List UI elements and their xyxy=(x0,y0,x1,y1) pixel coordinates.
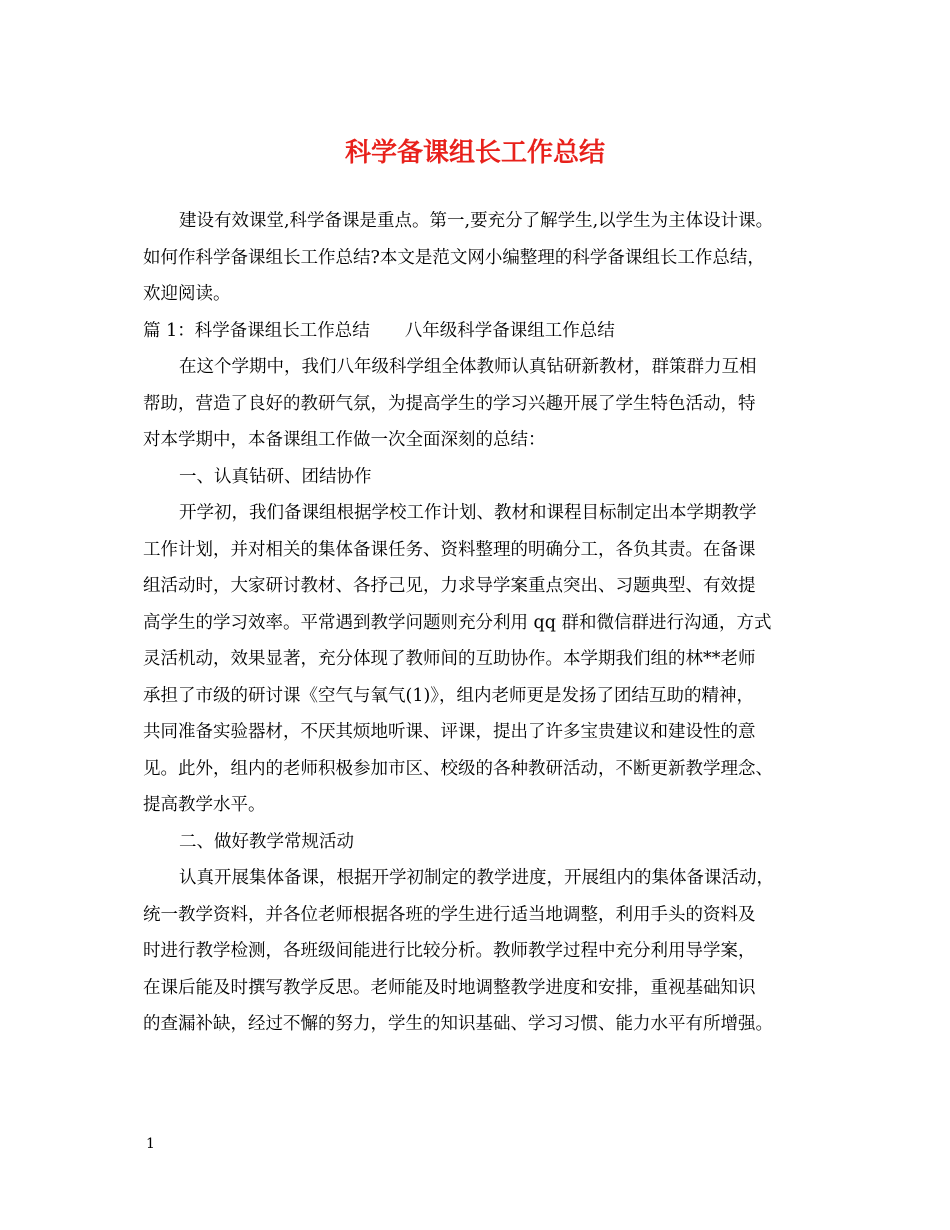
text-line: 共同准备实验器材，不厌其烦地听课、评课，提出了许多宝贵建议和建设性的意 xyxy=(143,722,756,742)
text-line: 组活动时，大家研讨教材、各抒己见，力求导学案重点突出、习题典型、有效提 xyxy=(143,576,756,596)
text-line: 在课后能及时撰写教学反思。老师能及时地调整教学进度和安排，重视基础知识 xyxy=(143,977,756,998)
text-line: 认真开展集体备课，根据开学初制定的教学进度，开展组内的集体备课活动， xyxy=(179,868,774,888)
text-line: 建设有效课堂,科学备课是重点。第一,要充分了解学生,以学生为主体设计课。 xyxy=(179,211,774,231)
text-line: 开学初，我们备课组根据学校工作计划、教材和课程目标制定出本学期教学 xyxy=(179,503,757,523)
text-line: 提高教学水平。 xyxy=(143,795,266,815)
text-line: 见。此外，组内的老师积极参加市区、校级的各种教研活动，不断更新教学理念、 xyxy=(143,758,773,779)
text-line: 承担了市级的研讨课《空气与氧气(1)》，组内老师更是发扬了团结互助的精神， xyxy=(143,685,755,706)
text-line: 统一教学资料，并各位老师根据各班的学生进行适当地调整，利用手头的资料及 xyxy=(143,904,756,925)
text-line: 一、认真钻研、团结协作 xyxy=(179,466,372,487)
text-line: 灵活机动，效果显著，充分体现了教师间的互助协作。本学期我们组的林**老师 xyxy=(143,649,756,669)
document-body xyxy=(143,203,815,1043)
text-line: 二、做好教学常规活动 xyxy=(179,831,354,852)
page-number: 1 xyxy=(146,1136,155,1152)
text-line: 帮助，营造了良好的教研气氛，为提高学生的学习兴趣开展了学生特色活动，特 xyxy=(143,393,756,414)
document-title: 科学备课组长工作总结 xyxy=(344,138,605,168)
text-line: 高学生的学习效率。平常遇到教学问题则充分利用 qq 群和微信群进行沟通，方式 xyxy=(143,612,772,633)
text-line: 如何作科学备课组长工作总结?本文是范文网小编整理的科学备课组长工作总结， xyxy=(143,247,765,268)
text-line: 工作计划，并对相关的集体备课任务、资料整理的明确分工，各负其责。在备课 xyxy=(143,539,756,560)
text-line: 篇 1：科学备课组长工作总结 八年级科学备课组工作总结 xyxy=(143,320,615,341)
text-line: 的查漏补缺，经过不懈的努力，学生的知识基础、学习习惯、能力水平有所增强。 xyxy=(143,1014,773,1034)
text-line: 欢迎阅读。 xyxy=(143,284,231,304)
text-line: 对本学期中，本备课组工作做一次全面深刻的总结： xyxy=(143,430,546,450)
text-line: 在这个学期中，我们八年级科学组全体教师认真钻研新教材，群策群力互相 xyxy=(179,357,757,377)
text-line: 时进行教学检测，各班级间能进行比较分析。教师教学过程中充分利用导学案， xyxy=(143,941,756,961)
